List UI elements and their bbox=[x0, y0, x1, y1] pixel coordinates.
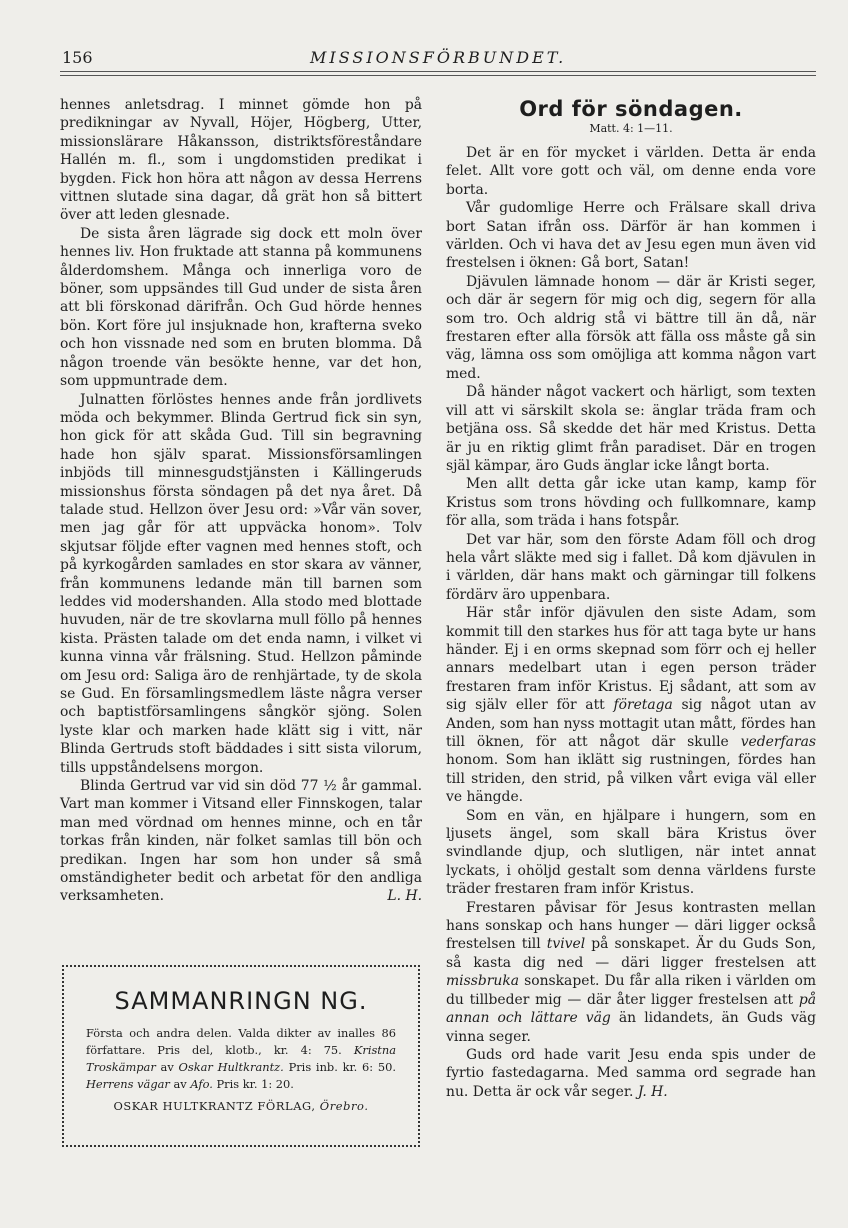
publisher-name: OSKAR HULTKRANTZ FÖRLAG, bbox=[113, 1099, 316, 1113]
sermon-paragraph-1: Det är en för mycket i världen. Detta är enda felet. Allt vore gott och väl, om denne enda vore borta. bbox=[446, 145, 816, 198]
advertisement-book-3-author: Afo. bbox=[190, 1077, 213, 1091]
sermon-paragraph-7-part-c: honom. Som han iklätt sig rustningen, fördes han till striden, den strid, på vilken vårt eviga väl eller ve hängde. bbox=[446, 752, 816, 806]
left-column bbox=[60, 96, 422, 906]
sermon-paragraph-6: Det var här, som den förste Adam föll och drog hela vårt släkte med sig i fallet. Då kom djävulen in i världen, där hans makt och gärningar till folkens fördärv äro uppenbara. bbox=[446, 531, 816, 603]
advertisement-book-3-text-b: Pris kr. 1: 20. bbox=[216, 1077, 294, 1091]
obituary-signature: L. H. bbox=[387, 888, 422, 905]
obituary-paragraph-2: De sista åren lägrade sig dock ett moln över hennes liv. Hon fruktade att stanna på kommunens ålderdomshem. Många och innerliga voro de böner, som uppsändes till Gud under de sista åren att bli förskonad därifrån. Och Gud hörde hennes bön. Kort före jul insjuknade hon, krafterna sveko och hon vissnade ned som en bruten blomma. Då någon troende vän besökte henne, var det hon, som uppmuntrade dem. bbox=[60, 225, 422, 390]
sermon-paragraph-7-part-b: sig något utan av Anden, som han nyss mottagit utan mått, fördes han till öknen, för att något där skulle bbox=[446, 697, 816, 750]
advertisement-line-1: Första och andra delen. Valda dikter av inalles 86 författare. Pris del, klotb., kr. 4: 75. bbox=[86, 1026, 396, 1057]
sermon-paragraph-9-italic-1: tvivel bbox=[546, 936, 586, 953]
advertisement-book-3-title: Herrens vägar bbox=[86, 1077, 170, 1091]
sermon-paragraph-7-italic-2: vederfaras bbox=[740, 734, 816, 750]
advertisement-book-2-text-b: Pris inb. kr. 6: 50. bbox=[288, 1060, 397, 1074]
sermon-title: Ord för söndagen. bbox=[519, 97, 743, 121]
sermon-paragraph-7-italic-1: företaga bbox=[613, 697, 673, 714]
sermon-paragraph-2: Vår gudomlige Herre och Frälsare skall driva bort Satan ifrån oss. Därför är han kommen i världen. Och vi hava det av Jesu egen mun även vid frestelsen i öknen: Gå bort, Satan! bbox=[446, 200, 816, 272]
advertisement-title: SAMMANRINGN NG. bbox=[114, 987, 368, 1015]
obituary-paragraph-3: Julnatten förlöstes hennes ande från jordlivets möda och bekymmer. Blinda Gertrud fick sin syn, hon gick för att skåda Gud. Till sin begravning hade hon själv sparat. Missionsförsamlingen inbjöds till minnesgudstjänsten i Källingeruds missionshus första söndagen på det nya året. Då talade stud. Hellzon över Jesu ord: »Vår vän sover, men jag går för att uppväcka honom». Tolv skjutsar följde efter vagnen med hennes stoft, och på kyrkogården samlades en stor skara av vänner, från kommunens ledande män till barnen som leddes vid modershanden. Alla stodo med blottade huvuden, när de tre skovlarna mull föllo på hennes kista. Prästen talade om det enda namn, i vilket vi kunna vinna vår frälsning. Stud. Hellzon påminde om Jesu ord: Saliga äro de renhjärtade, ty de skola se Gud. En församlingsmedlem läste några verser och baptistförsamlingens sångkör sjöng. Solen lyste klar och marken hade klätt sig i vitt, när Blinda Gertruds stoft bäddades i sitt sista vilorum, tills uppståndelsens morgon. bbox=[60, 391, 422, 776]
sermon-paragraph-3: Djävulen lämnade honom — där är Kristi seger, och där är segern för mig och dig, segern för alla som tro. Och aldrig stå vi bättre till än då, när frestaren efter alla försök att fälla oss måste gå sin väg, lämna oss som omöjliga att komma någon vart med. bbox=[446, 273, 816, 382]
obituary-paragraph-4-text: Blinda Gertrud var vid sin död 77 ½ år gammal. Vart man kommer i Vitsand eller Finnskogen, talar man med vördnad om hennes minne, och en tår torkas från kinden, när folket samlas till bön och predikan. Ingen har som hon under så små omständigheter bedit och arbetat för den andliga verksamheten. bbox=[60, 778, 422, 905]
sermon-paragraph-8: Som en vän, en hjälpare i hungern, som en ljusets ängel, som skall bära Kristus över svindlande djup, och slutligen, när intet annat lyckats, i ohöljd gestalt som denna världens furste träder frestaren fram inför Kristus. bbox=[446, 807, 816, 898]
running-head: MISSIONSFÖRBUNDET. bbox=[310, 48, 567, 67]
sermon-paragraph-9-part-c: sonskapet. Du får alla riken i världen om du tillbeder mig — där åter ligger frestelsen att bbox=[446, 973, 816, 1008]
advertisement-body bbox=[86, 1025, 396, 1093]
obituary-paragraph-4 bbox=[60, 777, 422, 906]
book-advertisement bbox=[62, 965, 420, 1147]
right-column bbox=[446, 96, 816, 1101]
advertisement-book-2-title: Kristna Troskämpar bbox=[86, 1043, 397, 1074]
scripture-reference: Matt. 4: 1—11. bbox=[589, 122, 673, 135]
sermon-paragraph-5: Men allt detta går icke utan kamp, kamp för Kristus som trons hövding och fullkomnare, kamp för alla, som träda i hans fotspår. bbox=[446, 476, 816, 530]
obituary-paragraph-1: hennes anletsdrag. I minnet gömde hon på predikningar av Nyvall, Höjer, Högberg, Utter, missionslärare Håkansson, distriktsföreståndare Hallén m. fl., som i ungdomstiden predikat i bygden. Fick hon höra att någon av dessa Herrens vittnen slutade sina dagar, då grät hon så bittert över att leden glesnade. bbox=[60, 97, 422, 224]
sermon-paragraph-9-italic-2: missbruka bbox=[446, 973, 520, 990]
sermon-paragraph-7 bbox=[446, 604, 816, 806]
sermon-paragraph-9 bbox=[446, 899, 816, 1046]
advertisement-publisher bbox=[86, 1099, 396, 1113]
page-number: 156 bbox=[62, 48, 93, 67]
sermon-paragraph-9-part-a: Frestaren påvisar för Jesus kontrasten mellan hans sonskap och hans hunger — däri ligger också frestelsen till bbox=[446, 899, 816, 953]
sermon-paragraph-9-part-b: på sonskapet. Är du Guds Son, så kasta dig ned — däri ligger frestelsen att bbox=[446, 936, 817, 971]
sermon-signature: J. H. bbox=[637, 1083, 668, 1100]
sermon-paragraph-4: Då händer något vackert och härligt, som texten vill att vi särskilt skola se: änglar träda fram och betjäna oss. Så skedde det här med Kristus. Detta är ju en riktig glimt från paradiset. Där en trogen själ kämpar, äro Guds änglar icke långt borta. bbox=[446, 384, 816, 474]
sermon-paragraph-10 bbox=[446, 1046, 816, 1101]
sermon-paragraph-9-part-d: än lidandets, än Guds väg vinna seger. bbox=[446, 1010, 816, 1045]
advertisement-book-2-author: Oskar Hultkrantz. bbox=[178, 1060, 284, 1074]
advertisement-book-3-text-a: av bbox=[173, 1077, 187, 1091]
sermon-paragraph-10-text: Guds ord hade varit Jesu enda spis under de fyrtio fastedagarna. Med samma ord segrade han nu. Detta är ock vår seger. bbox=[446, 1046, 816, 1100]
header-rule-secondary bbox=[60, 75, 816, 76]
sermon-paragraph-7-part-a: Här står inför djävulen den siste Adam, som kommit till den starkes hus för att taga byte ur hans händer. Ej i en orms skepnad som förr och ej heller annars medelbart utan i egen person träder frestaren fram inför Kristus. Ej sådant, att som av sig själv eller för att bbox=[446, 605, 816, 714]
header-rule bbox=[60, 71, 816, 72]
advertisement-book-2-text-a: av bbox=[160, 1060, 174, 1074]
publisher-city: Örebro. bbox=[319, 1099, 369, 1113]
sermon-paragraph-9-italic-3: på annan och lättare väg bbox=[446, 991, 817, 1027]
